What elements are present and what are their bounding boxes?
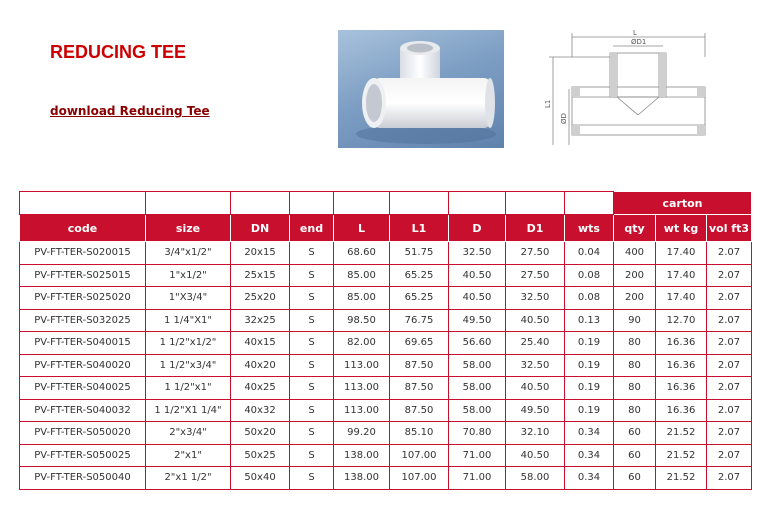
cell-qty: 60 [614,467,656,490]
cell-d1: 40.50 [506,309,565,332]
cell-qty: 80 [614,354,656,377]
cell-end: S [290,444,334,467]
cell-d1: 32.10 [506,422,565,445]
cell-size: 3/4"x1/2" [146,242,231,265]
cell-code: PV-FT-TER-S040032 [20,399,146,422]
cell-end: S [290,242,334,265]
cell-wt-kg: 17.40 [656,264,707,287]
cell-end: S [290,467,334,490]
table-row [20,354,752,377]
cell-qty: 80 [614,399,656,422]
cell-end: S [290,287,334,310]
cell-wts: 0.19 [565,332,614,355]
cell-size: 2"x3/4" [146,422,231,445]
table-row [20,444,752,467]
cell-end: S [290,399,334,422]
cell-l1: 107.00 [390,444,449,467]
cell-d1: 40.50 [506,377,565,400]
cell-d: 71.00 [449,444,506,467]
cell-wts: 0.19 [565,354,614,377]
cell-vol-ft3: 2.07 [707,332,752,355]
header-l1: L1 [390,215,449,242]
download-link[interactable]: download Reducing Tee [50,104,210,118]
blank-cell [390,192,449,215]
cell-dn: 20x15 [231,242,290,265]
cell-l: 82.00 [334,332,390,355]
cell-d: 58.00 [449,354,506,377]
cell-d: 49.50 [449,309,506,332]
cell-vol-ft3: 2.07 [707,309,752,332]
table-row [20,422,752,445]
blank-cell [565,192,614,215]
cell-size: 1 1/4"X1" [146,309,231,332]
cell-d: 58.00 [449,377,506,400]
cell-vol-ft3: 2.07 [707,377,752,400]
cell-d1: 49.50 [506,399,565,422]
cell-l1: 87.50 [390,399,449,422]
cell-l: 138.00 [334,467,390,490]
carton-group-header: carton [614,192,752,215]
cell-d: 58.00 [449,399,506,422]
cell-dn: 40x20 [231,354,290,377]
table-row [20,242,752,265]
cell-l: 85.00 [334,264,390,287]
header-dn: DN [231,215,290,242]
cell-d1: 40.50 [506,444,565,467]
cell-l: 138.00 [334,444,390,467]
cell-d1: 27.50 [506,264,565,287]
cell-code: PV-FT-TER-S025020 [20,287,146,310]
table-row [20,332,752,355]
cell-l1: 65.25 [390,264,449,287]
cell-end: S [290,354,334,377]
cell-l1: 87.50 [390,377,449,400]
cell-vol-ft3: 2.07 [707,399,752,422]
cell-d: 40.50 [449,264,506,287]
cell-l1: 69.65 [390,332,449,355]
header-wt-kg: wt kg [656,215,707,242]
cell-d1: 27.50 [506,242,565,265]
cell-l: 98.50 [334,309,390,332]
cell-wt-kg: 17.40 [656,242,707,265]
cell-l: 113.00 [334,377,390,400]
cell-wts: 0.19 [565,377,614,400]
cell-d: 71.00 [449,467,506,490]
drawing-label-l1: L1 [544,99,552,108]
cell-dn: 50x40 [231,467,290,490]
cell-code: PV-FT-TER-S050040 [20,467,146,490]
cell-wt-kg: 21.52 [656,422,707,445]
cell-dn: 50x20 [231,422,290,445]
cell-size: 1 1/2"X1 1/4" [146,399,231,422]
cell-qty: 80 [614,377,656,400]
cell-qty: 80 [614,332,656,355]
blank-cell [146,192,231,215]
cell-size: 1"X3/4" [146,287,231,310]
cell-wts: 0.04 [565,242,614,265]
cell-end: S [290,377,334,400]
cell-vol-ft3: 2.07 [707,354,752,377]
cell-code: PV-FT-TER-S025015 [20,264,146,287]
product-photo [338,30,504,148]
header-qty: qty [614,215,656,242]
cell-size: 2"x1" [146,444,231,467]
cell-size: 2"x1 1/2" [146,467,231,490]
cell-vol-ft3: 2.07 [707,287,752,310]
cell-l1: 87.50 [390,354,449,377]
header-size: size [146,215,231,242]
cell-l1: 85.10 [390,422,449,445]
cell-size: 1 1/2"x3/4" [146,354,231,377]
cell-wts: 0.34 [565,467,614,490]
cell-end: S [290,332,334,355]
cell-wts: 0.08 [565,287,614,310]
cell-d1: 58.00 [506,467,565,490]
cell-l: 113.00 [334,354,390,377]
cell-wt-kg: 16.36 [656,332,707,355]
table-row [20,309,752,332]
cell-wts: 0.19 [565,399,614,422]
table-row [20,264,752,287]
cell-d1: 25.40 [506,332,565,355]
cell-d: 56.60 [449,332,506,355]
cell-l1: 107.00 [390,467,449,490]
cell-vol-ft3: 2.07 [707,467,752,490]
blank-cell [334,192,390,215]
spec-table [19,191,752,490]
cell-end: S [290,422,334,445]
cell-wt-kg: 12.70 [656,309,707,332]
cell-wts: 0.34 [565,422,614,445]
cell-d1: 32.50 [506,354,565,377]
table-row [20,399,752,422]
header-code: code [20,215,146,242]
cell-code: PV-FT-TER-S040015 [20,332,146,355]
cell-qty: 200 [614,264,656,287]
cell-wt-kg: 16.36 [656,354,707,377]
column-header-row [20,215,752,242]
cell-l1: 51.75 [390,242,449,265]
cell-dn: 32x25 [231,309,290,332]
drawing-label-d1: ØD1 [631,38,647,46]
cell-wt-kg: 16.36 [656,399,707,422]
cell-size: 1 1/2"x1/2" [146,332,231,355]
header-d: D [449,215,506,242]
technical-drawing [545,31,715,145]
cell-d: 40.50 [449,287,506,310]
cell-qty: 400 [614,242,656,265]
cell-code: PV-FT-TER-S020015 [20,242,146,265]
blank-cell [449,192,506,215]
table-row [20,377,752,400]
cell-l1: 76.75 [390,309,449,332]
cell-vol-ft3: 2.07 [707,264,752,287]
cell-qty: 90 [614,309,656,332]
cell-wts: 0.08 [565,264,614,287]
cell-qty: 60 [614,444,656,467]
cell-wts: 0.13 [565,309,614,332]
group-header-row [20,192,752,215]
cell-end: S [290,309,334,332]
drawing-label-l: L [633,29,637,37]
cell-wt-kg: 17.40 [656,287,707,310]
header-end: end [290,215,334,242]
header-d1: D1 [506,215,565,242]
cell-wt-kg: 16.36 [656,377,707,400]
cell-end: S [290,264,334,287]
cell-d: 70.80 [449,422,506,445]
cell-size: 1"x1/2" [146,264,231,287]
cell-l: 68.60 [334,242,390,265]
cell-d1: 32.50 [506,287,565,310]
blank-cell [231,192,290,215]
cell-code: PV-FT-TER-S032025 [20,309,146,332]
cell-vol-ft3: 2.07 [707,242,752,265]
cell-d: 32.50 [449,242,506,265]
cell-code: PV-FT-TER-S050025 [20,444,146,467]
cell-qty: 200 [614,287,656,310]
blank-cell [290,192,334,215]
cell-code: PV-FT-TER-S050020 [20,422,146,445]
cell-l1: 65.25 [390,287,449,310]
cell-dn: 40x15 [231,332,290,355]
page-title: REDUCING TEE [50,42,187,62]
cell-wt-kg: 21.52 [656,444,707,467]
cell-wts: 0.34 [565,444,614,467]
table-row [20,287,752,310]
header-wts: wts [565,215,614,242]
cell-dn: 25x20 [231,287,290,310]
blank-cell [506,192,565,215]
cell-l: 113.00 [334,399,390,422]
cell-dn: 40x25 [231,377,290,400]
cell-l: 99.20 [334,422,390,445]
cell-code: PV-FT-TER-S040025 [20,377,146,400]
header-l: L [334,215,390,242]
cell-vol-ft3: 2.07 [707,444,752,467]
drawing-label-d: ØD [560,113,568,124]
header-vol-ft3: vol ft3 [707,215,752,242]
cell-dn: 50x25 [231,444,290,467]
cell-dn: 40x32 [231,399,290,422]
cell-l: 85.00 [334,287,390,310]
cell-dn: 25x15 [231,264,290,287]
cell-size: 1 1/2"x1" [146,377,231,400]
blank-cell [20,192,146,215]
cell-qty: 60 [614,422,656,445]
table-row [20,467,752,490]
cell-code: PV-FT-TER-S040020 [20,354,146,377]
cell-vol-ft3: 2.07 [707,422,752,445]
cell-wt-kg: 21.52 [656,467,707,490]
